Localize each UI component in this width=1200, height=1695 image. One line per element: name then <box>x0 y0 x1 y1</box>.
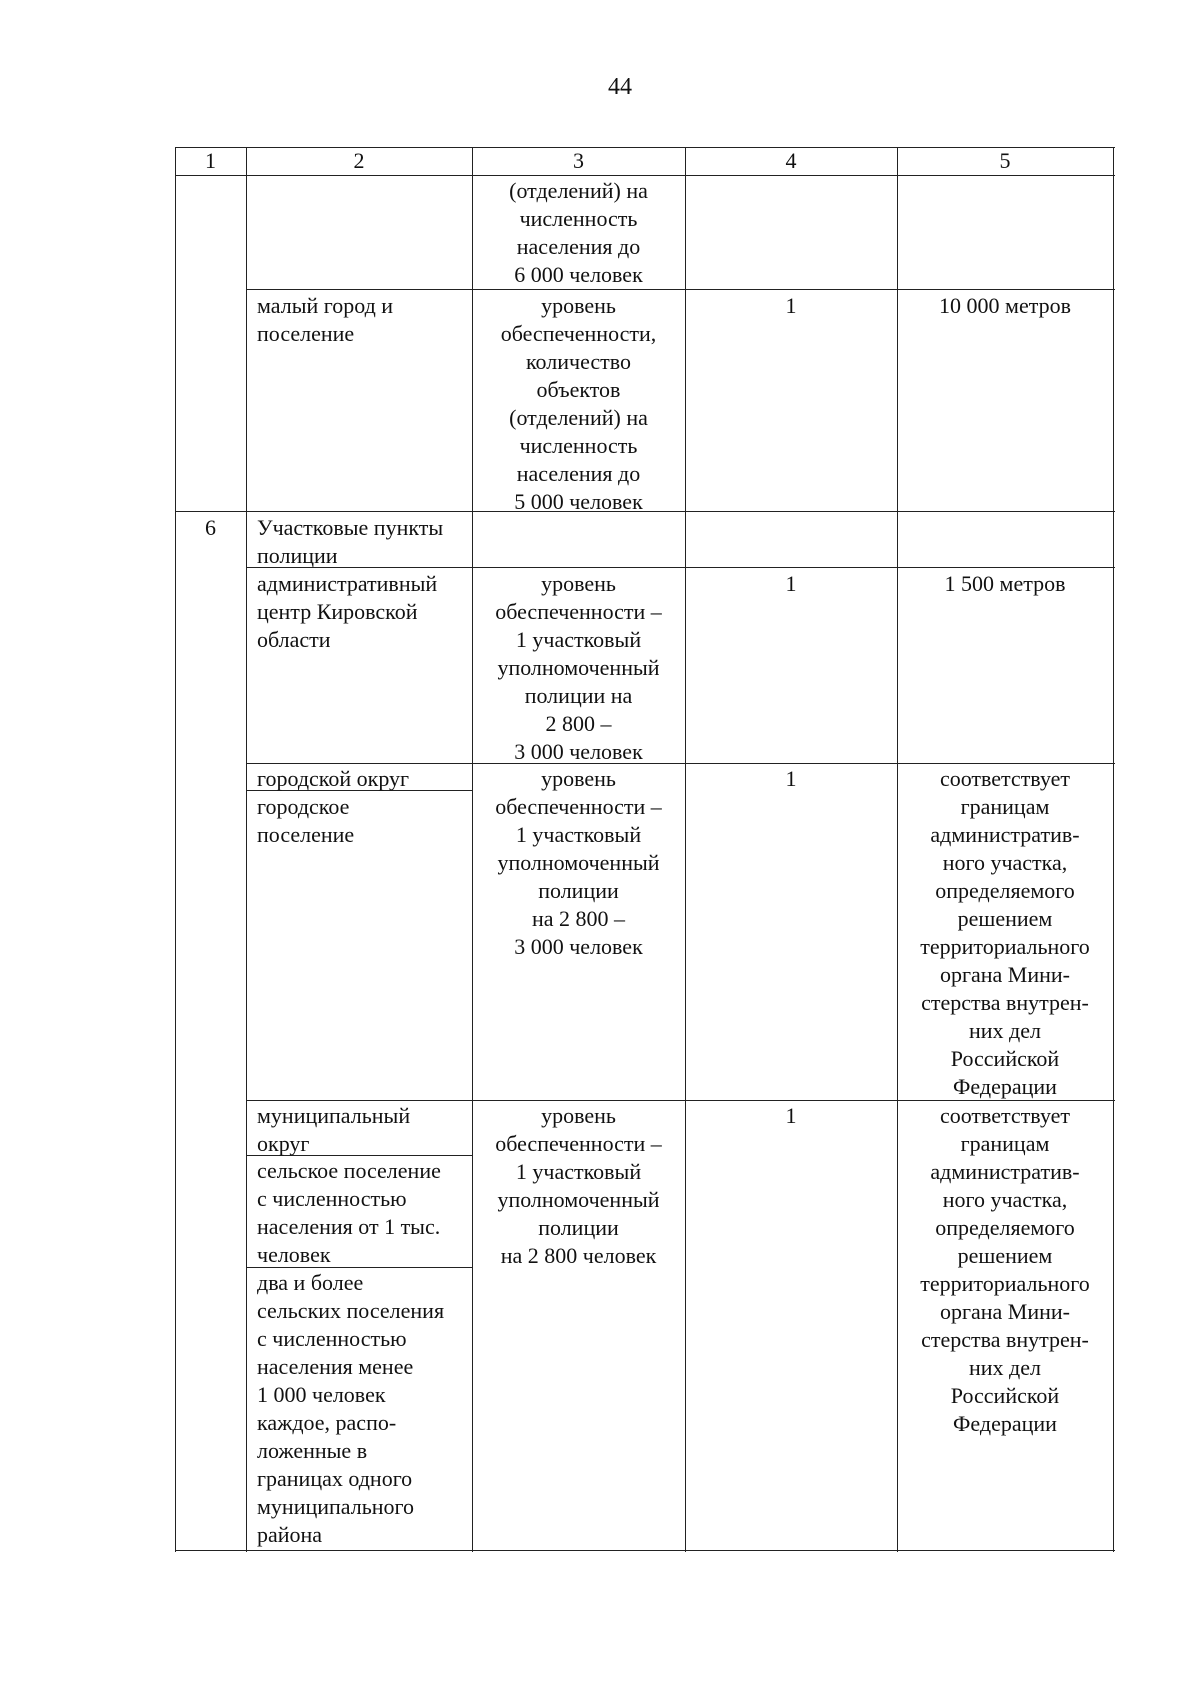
row-d-col5: соответствует границам административ- ного участка, определяемого решением территориального органа Мини- стерства внутрен- них дел Российской Федерации <box>920 766 1090 1099</box>
row-a-col3: (отделений) на численность населения до 6 000 человек <box>509 178 648 287</box>
table-border-left <box>175 147 176 1552</box>
row-c-col3: уровень обеспеченности – 1 участковый уполномоченный полиции на 2 800 – 3 000 человек <box>495 571 662 764</box>
row-b-col3: уровень обеспеченности, количество объектов (отделений) на численность населения до 5 000 человек <box>500 293 657 514</box>
section-number: 6 <box>205 515 216 540</box>
row-e-col2b: сельское поселение с численностью населения от 1 тыс. человек <box>257 1158 441 1267</box>
header-col-5: 5 <box>999 148 1011 173</box>
header-col-1: 1 <box>205 148 216 173</box>
row-d-col2a: городской округ <box>257 766 410 791</box>
column-divider-3 <box>685 147 686 1552</box>
header-col-2: 2 <box>353 148 365 173</box>
row-d-col3: уровень обеспеченности – 1 участковый уполномоченный полиции на 2 800 – 3 000 человек <box>495 766 662 959</box>
row-divider <box>246 289 1115 290</box>
header-col-3: 3 <box>573 148 584 173</box>
column-divider-1 <box>246 147 247 1552</box>
standards-table <box>175 147 1115 1552</box>
table-border-right <box>1113 147 1114 1552</box>
row-c-col2: административный центр Кировской области <box>257 571 438 652</box>
page-number: 44 <box>608 74 632 100</box>
header-divider <box>175 175 1115 176</box>
row-e-col4: 1 <box>785 1103 797 1128</box>
row-c-col4: 1 <box>785 571 797 596</box>
row-b-col5: 10 000 метров <box>939 293 1071 318</box>
row-e-col2a: муниципальный округ <box>257 1103 411 1156</box>
row-d-col4: 1 <box>785 766 797 791</box>
table-border-bottom <box>175 1550 1115 1551</box>
row-b-col2: малый город и поселение <box>257 293 394 346</box>
row-e-col5: соответствует границам административ- ного участка, определяемого решением территориального органа Мини- стерства внутрен- них дел Российской Федерации <box>920 1103 1090 1436</box>
row-e-col2c: два и более сельских поселения с численностью населения менее 1 000 человек каждое, распо- ложенные в границах одного муниципального района <box>257 1270 445 1547</box>
row-b-col4: 1 <box>785 293 797 318</box>
row-c-col5: 1 500 метров <box>944 571 1066 596</box>
section-title: Участковые пункты полиции <box>257 515 444 568</box>
row-e-col3: уровень обеспеченности – 1 участковый уполномоченный полиции на 2 800 человек <box>495 1103 662 1268</box>
header-col-4: 4 <box>785 148 797 173</box>
row-d-col2b: городское поселение <box>257 794 355 847</box>
